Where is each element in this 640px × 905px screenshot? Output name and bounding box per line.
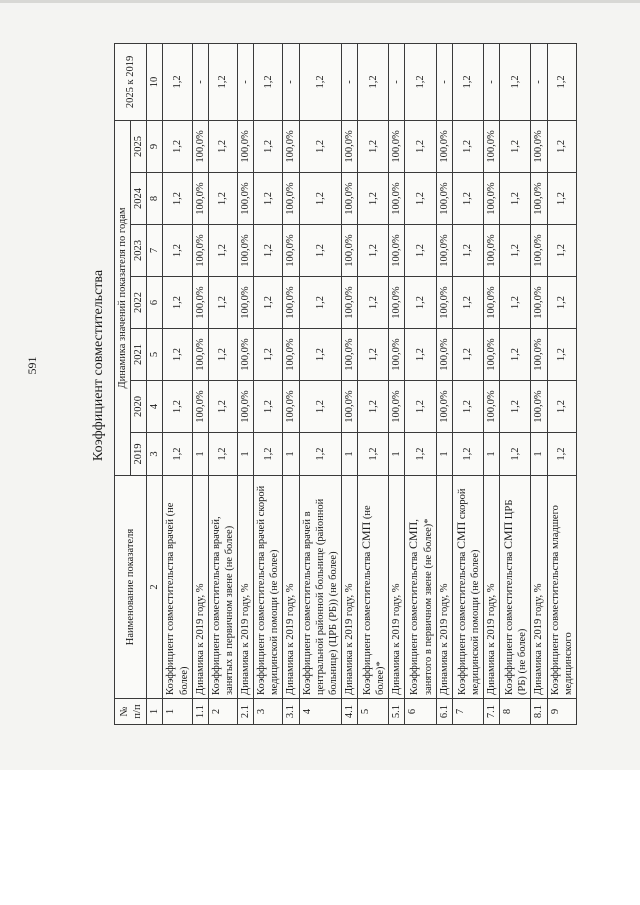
indicator-name-part: , занятого в первичном звене (не более)* — [409, 518, 434, 695]
column-number: 2 — [147, 476, 163, 699]
value-cell: 100,0% — [341, 120, 357, 172]
indicator-name: Динамика к 2019 году, % — [484, 476, 500, 699]
column-number: 10 — [147, 43, 163, 120]
value-cell: 100,0% — [436, 173, 452, 225]
indicator-name: Динамика к 2019 году, % — [192, 476, 208, 699]
table-row — [547, 43, 576, 724]
value-cell: - — [238, 43, 254, 120]
row-number: 5.1 — [389, 699, 405, 725]
value-cell: 100,0% — [283, 381, 299, 433]
value-cell: 1,2 — [452, 43, 483, 120]
value-cell: 1,2 — [208, 433, 237, 476]
row-number: 4 — [299, 699, 341, 725]
row-number: 3 — [254, 699, 283, 725]
value-cell: 1 — [389, 433, 405, 476]
table-row — [405, 43, 436, 724]
value-cell: 1,2 — [358, 329, 389, 381]
value-cell: 1,2 — [500, 173, 531, 225]
indicator-name: Динамика к 2019 году, % — [341, 476, 357, 699]
header-year: 2024 — [131, 173, 147, 225]
indicator-name: Коэффициент совместительства младшего медицинского — [547, 476, 576, 699]
value-cell: 1,2 — [254, 120, 283, 172]
value-cell: 1,2 — [452, 120, 483, 172]
value-cell: 100,0% — [389, 381, 405, 433]
value-cell: 100,0% — [341, 381, 357, 433]
value-cell: 1,2 — [254, 433, 283, 476]
indicator-name — [358, 476, 389, 699]
indicator-name: Динамика к 2019 году, % — [283, 476, 299, 699]
value-cell: 1,2 — [547, 433, 576, 476]
value-cell: 100,0% — [341, 225, 357, 277]
table-row — [283, 43, 299, 724]
value-cell: 1,2 — [405, 277, 436, 329]
value-cell: 100,0% — [283, 277, 299, 329]
value-cell: 100,0% — [389, 329, 405, 381]
table-row — [254, 43, 283, 724]
value-cell: 1,2 — [299, 381, 341, 433]
table-row — [358, 43, 389, 724]
document-title: Коэффициент совместительства — [91, 269, 106, 462]
header-year: 2022 — [131, 277, 147, 329]
value-cell: - — [341, 43, 357, 120]
indicator-name — [500, 476, 531, 699]
indicator-name: Коэффициент совместительства врачей (не более) — [163, 476, 192, 699]
value-cell: 100,0% — [389, 120, 405, 172]
value-cell: 1,2 — [299, 43, 341, 120]
indicator-name: Коэффициент совместительства врачей в центральной районной больнице (районной больнице) (ЦРБ (РБ)) (не более) — [299, 476, 341, 699]
indicator-name — [452, 476, 483, 699]
indicator-name-part: СМП — [359, 521, 373, 550]
value-cell: - — [484, 43, 500, 120]
indicator-name: Динамика к 2019 году, % — [238, 476, 254, 699]
value-cell: 1,2 — [208, 381, 237, 433]
value-cell: 100,0% — [484, 381, 500, 433]
value-cell: - — [192, 43, 208, 120]
row-number: 6 — [405, 699, 436, 725]
value-cell: 1,2 — [405, 225, 436, 277]
value-cell: 1,2 — [163, 43, 192, 120]
row-number: 8.1 — [531, 699, 547, 725]
row-number: 7.1 — [484, 699, 500, 725]
value-cell: 100,0% — [484, 225, 500, 277]
column-number-row — [147, 43, 163, 724]
value-cell: 100,0% — [531, 173, 547, 225]
value-cell: 100,0% — [341, 173, 357, 225]
value-cell: 1 — [531, 433, 547, 476]
indicator-name-part: ЦРБ (РБ) (не более) — [504, 499, 529, 695]
value-cell: 1,2 — [500, 120, 531, 172]
table-row — [208, 43, 237, 724]
value-cell: - — [436, 43, 452, 120]
value-cell: 1,2 — [358, 173, 389, 225]
value-cell: 1,2 — [405, 43, 436, 120]
value-cell: 100,0% — [484, 329, 500, 381]
value-cell: 1,2 — [547, 381, 576, 433]
indicator-name-part: Коэффициент совместительства — [362, 549, 373, 695]
value-cell: 100,0% — [238, 173, 254, 225]
value-cell: 100,0% — [238, 277, 254, 329]
value-cell: 1,2 — [547, 173, 576, 225]
indicator-name: Коэффициент совместительства врачей скорой медицинской помощи (не более) — [254, 476, 283, 699]
value-cell: 100,0% — [192, 329, 208, 381]
indicator-name-part: скорой медицинской помощи (не более) — [456, 488, 481, 695]
header-row-group — [115, 43, 131, 724]
row-number: 7 — [452, 699, 483, 725]
value-cell: 1,2 — [358, 381, 389, 433]
table-row — [389, 43, 405, 724]
indicator-name: Динамика к 2019 году, % — [531, 476, 547, 699]
row-number: 5 — [358, 699, 389, 725]
value-cell: 1,2 — [405, 329, 436, 381]
value-cell: - — [283, 43, 299, 120]
header-name: Наименование показателя — [115, 476, 147, 699]
value-cell: 100,0% — [238, 381, 254, 433]
column-number: 1 — [147, 699, 163, 725]
value-cell: 100,0% — [436, 381, 452, 433]
value-cell: 1,2 — [452, 225, 483, 277]
value-cell: 1,2 — [358, 225, 389, 277]
indicator-name — [405, 476, 436, 699]
value-cell: 1,2 — [254, 381, 283, 433]
row-number: 3.1 — [283, 699, 299, 725]
value-cell: 1,2 — [500, 277, 531, 329]
indicator-name: Динамика к 2019 году, % — [389, 476, 405, 699]
value-cell: - — [531, 43, 547, 120]
value-cell: 1 — [484, 433, 500, 476]
value-cell: 1,2 — [254, 43, 283, 120]
value-cell: 100,0% — [531, 225, 547, 277]
row-number: 1 — [163, 699, 192, 725]
value-cell: 1,2 — [208, 277, 237, 329]
value-cell: 100,0% — [531, 329, 547, 381]
value-cell: 100,0% — [436, 277, 452, 329]
row-number: 6.1 — [436, 699, 452, 725]
table-row — [436, 43, 452, 724]
column-number: 4 — [147, 381, 163, 433]
value-cell: 1,2 — [452, 433, 483, 476]
value-cell: 1,2 — [547, 120, 576, 172]
value-cell: 1,2 — [452, 381, 483, 433]
value-cell: 1,2 — [500, 329, 531, 381]
value-cell: 1,2 — [208, 225, 237, 277]
value-cell: 1,2 — [163, 173, 192, 225]
value-cell: 100,0% — [389, 277, 405, 329]
indicator-name-part: Коэффициент совместительства — [504, 549, 516, 695]
column-number: 9 — [147, 120, 163, 172]
value-cell: 100,0% — [192, 173, 208, 225]
value-cell: 100,0% — [436, 329, 452, 381]
page-number: 591 — [25, 356, 39, 375]
value-cell: 100,0% — [531, 120, 547, 172]
value-cell: 1,2 — [405, 173, 436, 225]
table-row — [299, 43, 341, 724]
indicator-name: Коэффициент совместительства врачей, занятых в первичном звене (не более) — [208, 476, 237, 699]
value-cell: 100,0% — [192, 277, 208, 329]
indicator-name-part: СМП — [501, 521, 516, 550]
value-cell: 100,0% — [192, 381, 208, 433]
coefficient-table — [114, 43, 577, 725]
header-2025-vs-2019: 2025 к 2019 — [115, 43, 147, 120]
value-cell: 1,2 — [254, 277, 283, 329]
table-row — [341, 43, 357, 724]
value-cell: 100,0% — [192, 120, 208, 172]
value-cell: 1,2 — [547, 329, 576, 381]
table-row — [484, 43, 500, 724]
value-cell: 1,2 — [405, 120, 436, 172]
value-cell: 100,0% — [238, 120, 254, 172]
value-cell: 1,2 — [405, 433, 436, 476]
value-cell: 1,2 — [405, 381, 436, 433]
value-cell: 1,2 — [254, 225, 283, 277]
indicator-name-part: СМП — [406, 521, 421, 550]
row-number: 8 — [500, 699, 531, 725]
value-cell: 1,2 — [163, 225, 192, 277]
value-cell: 1,2 — [547, 225, 576, 277]
row-number: 2 — [208, 699, 237, 725]
table-row — [163, 43, 192, 724]
value-cell: 100,0% — [484, 120, 500, 172]
value-cell: 1,2 — [452, 329, 483, 381]
row-number: 9 — [547, 699, 576, 725]
value-cell: 1,2 — [358, 277, 389, 329]
value-cell: 1,2 — [500, 381, 531, 433]
value-cell: 100,0% — [341, 329, 357, 381]
value-cell: 100,0% — [283, 120, 299, 172]
value-cell: 1,2 — [299, 120, 341, 172]
indicator-name-part: СМП — [453, 521, 468, 550]
value-cell: 1,2 — [299, 173, 341, 225]
header-year: 2025 — [131, 120, 147, 172]
value-cell: 1,2 — [358, 43, 389, 120]
value-cell: 1,2 — [208, 43, 237, 120]
value-cell: 100,0% — [484, 173, 500, 225]
value-cell: 1,2 — [163, 277, 192, 329]
row-number: 2.1 — [238, 699, 254, 725]
value-cell: 1,2 — [299, 329, 341, 381]
value-cell: 100,0% — [531, 381, 547, 433]
column-number: 6 — [147, 277, 163, 329]
value-cell: 1 — [283, 433, 299, 476]
value-cell: 1,2 — [299, 277, 341, 329]
value-cell: 100,0% — [531, 277, 547, 329]
value-cell: 100,0% — [283, 173, 299, 225]
value-cell: 1,2 — [500, 43, 531, 120]
value-cell: 1,2 — [358, 120, 389, 172]
value-cell: 1,2 — [358, 433, 389, 476]
header-dynamics-group: Динамика значений показателя по годам — [115, 120, 131, 475]
table-row — [500, 43, 531, 724]
value-cell: 100,0% — [238, 329, 254, 381]
column-number: 5 — [147, 329, 163, 381]
value-cell: 1,2 — [163, 381, 192, 433]
value-cell: 100,0% — [283, 225, 299, 277]
value-cell: 1,2 — [208, 120, 237, 172]
value-cell: 1,2 — [547, 277, 576, 329]
column-number: 8 — [147, 173, 163, 225]
value-cell: 1 — [238, 433, 254, 476]
value-cell: 1 — [341, 433, 357, 476]
header-year: 2020 — [131, 381, 147, 433]
indicator-name-part: (не более)* — [362, 505, 387, 695]
value-cell: 1,2 — [547, 43, 576, 120]
value-cell: 1,2 — [500, 225, 531, 277]
value-cell: 1,2 — [500, 433, 531, 476]
column-number: 3 — [147, 433, 163, 476]
header-num: № п/п — [115, 699, 147, 725]
header-year: 2023 — [131, 225, 147, 277]
value-cell: 1,2 — [163, 433, 192, 476]
value-cell: 1 — [192, 433, 208, 476]
value-cell: 1,2 — [452, 277, 483, 329]
value-cell: 100,0% — [389, 225, 405, 277]
indicator-name-part: Коэффициент совместительства — [409, 549, 421, 695]
value-cell: 1,2 — [452, 173, 483, 225]
column-number: 7 — [147, 225, 163, 277]
value-cell: 100,0% — [389, 173, 405, 225]
row-number: 1.1 — [192, 699, 208, 725]
value-cell: 1,2 — [163, 329, 192, 381]
value-cell: 1,2 — [254, 173, 283, 225]
value-cell: 100,0% — [238, 225, 254, 277]
indicator-name: Динамика к 2019 году, % — [436, 476, 452, 699]
value-cell: 1,2 — [254, 329, 283, 381]
indicator-name-part: Коэффициент совместительства — [456, 549, 468, 695]
table-row — [452, 43, 483, 724]
value-cell: 100,0% — [341, 277, 357, 329]
value-cell: 1,2 — [299, 433, 341, 476]
value-cell: 100,0% — [436, 225, 452, 277]
value-cell: 1,2 — [208, 329, 237, 381]
table-row — [531, 43, 547, 724]
value-cell: 100,0% — [283, 329, 299, 381]
row-number: 4.1 — [341, 699, 357, 725]
header-year: 2019 — [131, 433, 147, 476]
value-cell: 100,0% — [192, 225, 208, 277]
value-cell: 100,0% — [484, 277, 500, 329]
table-row — [192, 43, 208, 724]
table-row — [238, 43, 254, 724]
header-year: 2021 — [131, 329, 147, 381]
value-cell: 1,2 — [163, 120, 192, 172]
value-cell: 1 — [436, 433, 452, 476]
value-cell: 100,0% — [436, 120, 452, 172]
value-cell: - — [389, 43, 405, 120]
value-cell: 1,2 — [208, 173, 237, 225]
value-cell: 1,2 — [299, 225, 341, 277]
